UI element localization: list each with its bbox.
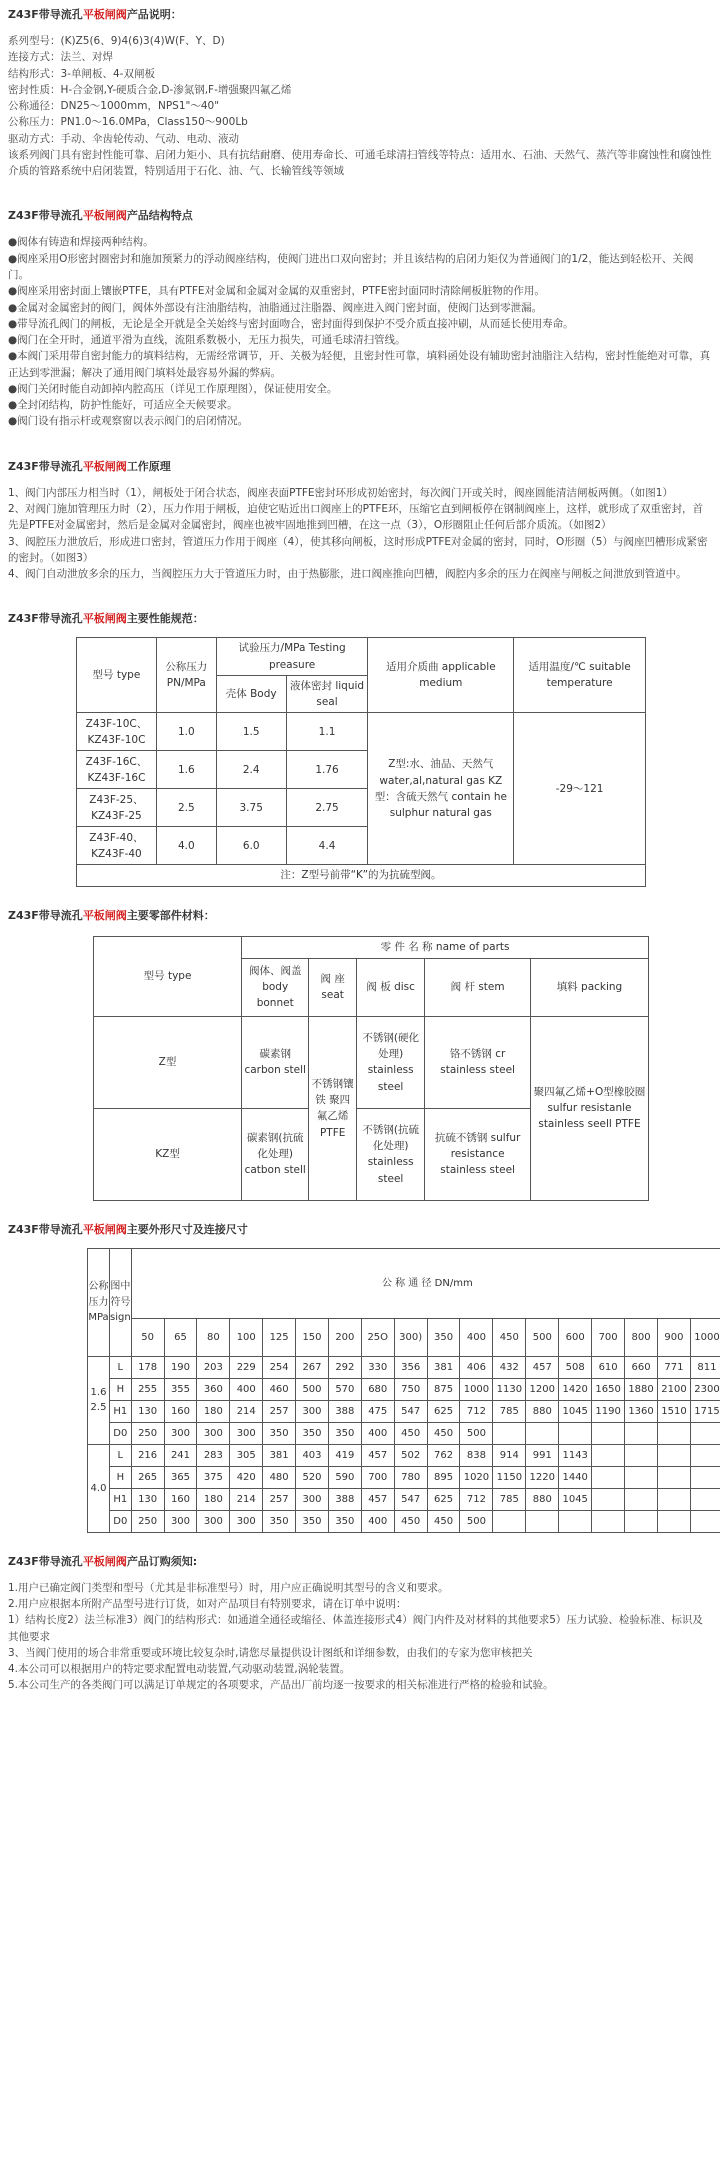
cell-dimension: 190 — [164, 1356, 197, 1378]
cell-body: 1.5 — [216, 713, 286, 751]
header-temperature: 适用温度/℃ suitable temperature — [514, 638, 646, 713]
cell-dimension: 1360 — [625, 1400, 658, 1422]
description-line: 连接方式：法兰、对焊 — [8, 51, 113, 64]
cell-dimension: 785 — [493, 1400, 526, 1422]
ordering-note: 2.用户应根据本所附产品型号进行订货，如对产品项目有特别要求，请在订单中说明： — [8, 1598, 407, 1611]
cell-dimension: 1510 — [658, 1400, 691, 1422]
header-dn: 公 称 通 径 DN/mm — [131, 1248, 720, 1318]
cell-sign: L — [109, 1444, 131, 1466]
cell-dimension: 300 — [164, 1510, 197, 1532]
cell-dimension: 1420 — [559, 1378, 592, 1400]
cell-dimension: 547 — [394, 1400, 427, 1422]
performance-table — [76, 637, 646, 886]
feature-item: ●带导流孔阀门的闸板，无论是全开就是全关始终与密封面吻合，密封面得到保护不受介质直接冲刷，从而延长使用寿命。 — [8, 317, 574, 330]
cell-model: Z43F-16C、KZ43F-16C — [77, 751, 157, 789]
feature-item: ●阀体有铸造和焊接两种结构。 — [8, 236, 154, 249]
cell-dimension: 403 — [296, 1444, 329, 1466]
cell-dimension: 180 — [197, 1488, 230, 1510]
header-nominal-pressure: 公称压力MPa — [88, 1248, 110, 1356]
cell-dimension: 360 — [197, 1378, 230, 1400]
cell-dimension: 355 — [164, 1378, 197, 1400]
cell-model: Z43F-40、KZ43F-40 — [77, 827, 157, 865]
section-title-working-principle — [8, 458, 712, 475]
cell-dimension: 350 — [296, 1510, 329, 1532]
cell-dimension: 880 — [526, 1488, 559, 1510]
section-title-structure-features — [8, 207, 712, 224]
cell-dimension: 130 — [131, 1400, 164, 1422]
cell-dimension: 365 — [164, 1466, 197, 1488]
title-highlight: 平板闸阀 — [82, 459, 127, 473]
cell-seal: 1.1 — [286, 713, 368, 751]
cell-dimension: 1045 — [559, 1400, 592, 1422]
cell-dimension — [658, 1444, 691, 1466]
cell-pn: 1.6 — [156, 751, 216, 789]
feature-item: ●阀门关闭时能自动卸掉内腔高压（详见工作原理图），保证使用安全。 — [8, 382, 338, 395]
cell-body: 2.4 — [216, 751, 286, 789]
cell-dimension — [625, 1488, 658, 1510]
dimension-row — [88, 1488, 720, 1510]
cell-dimension: 229 — [230, 1356, 263, 1378]
cell-dimension: 257 — [263, 1488, 296, 1510]
feature-item: ●阀座采用密封面上镶嵌PTFE，具有PTFE对金属和金属对金属的双重密封，PTFE密封面同时清除闸板脏物的作用。 — [8, 285, 545, 298]
cell-dimension — [625, 1466, 658, 1488]
title-highlight: 平板闸阀 — [82, 1554, 127, 1568]
title-highlight: 平板闸阀 — [82, 612, 127, 626]
header-disc: 阀 板 disc — [356, 958, 424, 1016]
cell-dimension: 300 — [230, 1422, 263, 1444]
cell-seal: 2.75 — [286, 789, 368, 827]
cell-dimension: 214 — [230, 1400, 263, 1422]
cell-dimension: 305 — [230, 1444, 263, 1466]
header-sign: 图中符号sign — [109, 1248, 131, 1356]
title-highlight: 平板闸阀 — [82, 209, 127, 223]
title-pre: Z43F带导流孔 — [8, 1222, 83, 1236]
section-title-materials — [8, 907, 712, 924]
cell-dimension: 475 — [361, 1400, 394, 1422]
cell-dimension: 875 — [427, 1378, 460, 1400]
cell-dimension: 400 — [361, 1510, 394, 1532]
cell-model: Z43F-10C、KZ43F-10C — [77, 713, 157, 751]
cell-dimension: 300 — [197, 1510, 230, 1532]
cell-dimension: 895 — [427, 1466, 460, 1488]
title-post: 工作原理 — [126, 459, 171, 473]
cell-dimension: 1045 — [559, 1488, 592, 1510]
cell-dimension: 350 — [263, 1510, 296, 1532]
header-type: 型号 type — [94, 936, 242, 1016]
cell-dimension: 130 — [131, 1488, 164, 1510]
cell-dimension: 350 — [328, 1510, 361, 1532]
dn-value: 300) — [394, 1318, 427, 1356]
title-highlight: 平板闸阀 — [82, 8, 127, 21]
cell-dimension: 700 — [361, 1466, 394, 1488]
cell-dimension: 1020 — [460, 1466, 493, 1488]
cell-body: 6.0 — [216, 827, 286, 865]
title-pre: Z43F带导流孔 — [8, 209, 83, 223]
ordering-note: 3、当阀门使用的场合非常重要或环境比较复杂时,请您尽量提供设计图纸和详细参数，由我们的专家为您审核把关 — [8, 1646, 533, 1659]
cell-body: 碳素钢(抗硫化处理) catbon stell — [242, 1108, 309, 1200]
cell-seal: 4.4 — [286, 827, 368, 865]
cell-dimension: 590 — [328, 1466, 361, 1488]
title-post: 产品结构特点 — [126, 209, 193, 223]
dn-value: 50 — [131, 1318, 164, 1356]
cell-dimension: 480 — [263, 1466, 296, 1488]
cell-dimension: 388 — [328, 1488, 361, 1510]
cell-dimension — [592, 1488, 625, 1510]
cell-dimension: 450 — [427, 1422, 460, 1444]
cell-dimension: 300 — [230, 1510, 263, 1532]
cell-dimension: 811 — [690, 1356, 720, 1378]
description-line: 系列型号：(K)Z5(6、9)4(6)3(4)W(F、Y、D) — [8, 35, 225, 48]
dimension-row — [88, 1378, 720, 1400]
cell-dimension — [559, 1510, 592, 1532]
cell-stem: 抗硫不锈钢 sulfur resistance stainless steel — [425, 1108, 531, 1200]
cell-dimension: 547 — [394, 1488, 427, 1510]
cell-dimension: 180 — [197, 1400, 230, 1422]
feature-item: ●本阀门采用带自密封能力的填料结构，无需经常调节，开、关极为轻便，且密封性可靠，填料函处设有辅助密封油脂注入结构，密封性能绝对可靠，真正达到零泄漏；解决了通用阀门填料处最容易外漏的弊病。 — [8, 350, 711, 379]
title-pre: Z43F带导流孔 — [8, 612, 83, 626]
cell-dimension: 1143 — [559, 1444, 592, 1466]
feature-item: ●阀门设有指示杆或观察窗以表示阀门的启闭情况。 — [8, 415, 249, 428]
dn-value: 500 — [526, 1318, 559, 1356]
cell-sign: H1 — [109, 1400, 131, 1422]
cell-dimension: 880 — [526, 1400, 559, 1422]
title-pre: Z43F带导流孔 — [8, 908, 83, 922]
cell-dimension — [493, 1510, 526, 1532]
cell-dimension: 2100 — [658, 1378, 691, 1400]
dn-value: 600 — [559, 1318, 592, 1356]
dn-value: 1000 — [690, 1318, 720, 1356]
cell-pn: 2.5 — [156, 789, 216, 827]
cell-dimension: 388 — [328, 1400, 361, 1422]
cell-dimension: 350 — [296, 1422, 329, 1444]
cell-dimension: 570 — [328, 1378, 361, 1400]
cell-dimension: 991 — [526, 1444, 559, 1466]
cell-dimension: 160 — [164, 1400, 197, 1422]
cell-dimension: 450 — [394, 1510, 427, 1532]
cell-dimension — [625, 1422, 658, 1444]
dn-value: 65 — [164, 1318, 197, 1356]
cell-body: 碳素钢 carbon stell — [242, 1016, 309, 1108]
cell-dimension: 625 — [427, 1488, 460, 1510]
description-line: 公称压力：PN1.0～16.0MPa，Class150～900Lb — [8, 116, 248, 129]
cell-dimension: 283 — [197, 1444, 230, 1466]
cell-packing: 聚四氟乙烯+O型橡胶圈 sulfur resistanle stainless seell PTFE — [530, 1016, 648, 1200]
cell-dimension: 1650 — [592, 1378, 625, 1400]
cell-dimension: 241 — [164, 1444, 197, 1466]
cell-medium: Z型:水、油品、天然气 water,al,natural gas KZ型：含硫天然气 contain he sulphur natural gas — [368, 713, 514, 865]
cell-dimension: 1130 — [493, 1378, 526, 1400]
cell-dimension: 1150 — [493, 1466, 526, 1488]
ordering-note: 5.本公司生产的各类阀门可以满足订单规定的各项要求，产品出厂前均逐一按要求的相关标准进行严格的检验和试验。 — [8, 1679, 554, 1692]
cell-dimension — [690, 1510, 720, 1532]
dimension-row — [88, 1422, 720, 1444]
cell-dimension: 1440 — [559, 1466, 592, 1488]
cell-dimension: 1000 — [460, 1378, 493, 1400]
feature-item: ●全封闭结构，防护性能好，可适应全天候要求。 — [8, 399, 238, 412]
cell-dimension: 300 — [296, 1488, 329, 1510]
cell-dimension: 214 — [230, 1488, 263, 1510]
cell-dimension — [658, 1466, 691, 1488]
feature-item: ●阀门在全开时，通道平滑为直线，流阻系数极小，无压力损失，可通毛球清扫管线。 — [8, 334, 406, 347]
ordering-note: 1.用户已确定阀门类型和型号（尤其是非标准型号）时，用户应正确说明其型号的含义和要求。 — [8, 1581, 449, 1594]
cell-dimension: 178 — [131, 1356, 164, 1378]
cell-dimension: 381 — [427, 1356, 460, 1378]
cell-dimension: 350 — [263, 1422, 296, 1444]
cell-body: 3.75 — [216, 789, 286, 827]
cell-type: KZ型 — [94, 1108, 242, 1200]
title-pre: Z43F带导流孔 — [8, 459, 83, 473]
cell-dimension — [493, 1422, 526, 1444]
ordering-note: 4.本公司可以根据用户的特定要求配置电动装置,气动驱动装置,涡轮装置。 — [8, 1663, 351, 1676]
dn-value: 80 — [197, 1318, 230, 1356]
title-highlight: 平板闸阀 — [82, 1222, 127, 1236]
cell-dimension: 625 — [427, 1400, 460, 1422]
cell-dimension: 300 — [296, 1400, 329, 1422]
dn-value: 100 — [230, 1318, 263, 1356]
cell-dimension: 502 — [394, 1444, 427, 1466]
cell-dimension — [592, 1466, 625, 1488]
cell-dimension: 250 — [131, 1422, 164, 1444]
ordering-notes-list — [8, 1580, 712, 1694]
cell-dimension: 660 — [625, 1356, 658, 1378]
cell-dimension: 375 — [197, 1466, 230, 1488]
header-packing: 填料 packing — [530, 958, 648, 1016]
header-body-bonnet: 阀体、阀盖 body bonnet — [242, 958, 309, 1016]
cell-sign: L — [109, 1356, 131, 1378]
title-post: 主要性能规范： — [126, 612, 204, 626]
cell-disc: 不锈钢(抗硫化处理) stainless steel — [356, 1108, 424, 1200]
structure-features-list — [8, 234, 712, 429]
cell-dimension: 300 — [197, 1422, 230, 1444]
cell-temperature: -29～121 — [514, 713, 646, 865]
cell-sign: H1 — [109, 1488, 131, 1510]
cell-model: Z43F-25、KZ43F-25 — [77, 789, 157, 827]
cell-dimension: 610 — [592, 1356, 625, 1378]
feature-item: ●金属对金属密封的阀门，阀体外部设有注油脂结构，油脂通过注脂器、阀座进入阀门密封面，使阀门达到零泄漏。 — [8, 301, 543, 314]
principle-step: 1、阀门内部压力相当时（1），闸板处于闭合状态，阀座表面PTFE密封环形成初始密封，每次阀门开或关时，阀座圆能清洁闸板两侧。（如图1） — [8, 486, 673, 499]
feature-item: ●阀座采用O形密封圈密封和施加预紧力的浮动阀座结构，使阀门进出口双向密封；并且该结构的启闭力矩仅为普通阀门的1/2，能达到轻松开、关阀门。 — [8, 252, 694, 282]
cell-dimension: 508 — [559, 1356, 592, 1378]
cell-dimension: 2300 — [690, 1378, 720, 1400]
cell-dimension — [690, 1488, 720, 1510]
cell-type: Z型 — [94, 1016, 242, 1108]
dn-value: 450 — [493, 1318, 526, 1356]
dn-value: 350 — [427, 1318, 460, 1356]
cell-dimension — [592, 1444, 625, 1466]
description-line: 该系列阀门具有密封性能可靠、启闭力矩小、具有抗结耐磨、使用寿命长、可通毛球清扫管线等特点：适用水、石油、天然气、蒸汽等非腐蚀性和腐蚀性介质的管路系统中启闭装置，特别适用于石化、油、气、长输管线等领域 — [8, 148, 712, 178]
title-post: 主要零部件材料： — [126, 908, 215, 922]
cell-dimension: 750 — [394, 1378, 427, 1400]
cell-dimension: 419 — [328, 1444, 361, 1466]
principle-step: 3、阀腔压力泄放后，形成进口密封，管道压力作用于阀座（4），使其移向闸板，这时形成PTFE对金属的密封，同时，O形圈（5）与阀座凹槽形成紧密的密封。（如图3） — [8, 535, 708, 564]
header-stem: 阀 杆 stem — [425, 958, 531, 1016]
title-post: 主要外形尺寸及连接尺寸 — [126, 1222, 248, 1236]
cell-sign: H — [109, 1466, 131, 1488]
cell-dimension — [690, 1466, 720, 1488]
header-liquid-seal: 液体密封 liquid seal — [286, 675, 368, 713]
cell-dimension: 432 — [493, 1356, 526, 1378]
header-parts: 零 件 名 称 name of parts — [242, 936, 649, 958]
cell-disc: 不锈钢(硬化处理) stainless steel — [356, 1016, 424, 1108]
section-title-ordering — [8, 1553, 712, 1570]
cell-dimension: 420 — [230, 1466, 263, 1488]
cell-dimension — [658, 1488, 691, 1510]
ordering-note: 1）结构长度2）法兰标准3）阀门的结构形式：如通道全通径或缩径、体盖连接形式4）阀门内件及对材料的其他要求5）压力试验、检验标准、标识及其他要求 — [8, 1614, 703, 1643]
cell-dimension: 160 — [164, 1488, 197, 1510]
cell-dimension: 255 — [131, 1378, 164, 1400]
title-post: 产品说明： — [126, 8, 182, 21]
cell-pressure: 1.6 2.5 — [88, 1356, 110, 1444]
cell-dimension — [690, 1444, 720, 1466]
cell-dimension — [526, 1510, 559, 1532]
cell-dimension: 350 — [328, 1422, 361, 1444]
title-post: 产品订购须知: — [126, 1554, 198, 1568]
principle-step: 4、阀门自动泄放多余的压力，当阀腔压力大于管道压力时，由于热膨胀，进口阀座推向凹槽，阀腔内多余的压力在阀座与闸板之间泄放到管道中。 — [8, 568, 687, 581]
cell-dimension — [592, 1510, 625, 1532]
header-model: 型号 type — [77, 638, 157, 713]
dimension-row — [88, 1400, 720, 1422]
cell-dimension: 450 — [427, 1510, 460, 1532]
product-description-list — [8, 33, 712, 179]
description-line: 公称通径：DN25～1000mm，NPS1"～40" — [8, 100, 220, 113]
cell-dimension: 1715 — [690, 1400, 720, 1422]
dn-value: 700 — [592, 1318, 625, 1356]
cell-sign: D0 — [109, 1510, 131, 1532]
cell-dimension: 267 — [296, 1356, 329, 1378]
cell-dimension: 265 — [131, 1466, 164, 1488]
cell-dimension: 780 — [394, 1466, 427, 1488]
cell-dimension: 457 — [361, 1444, 394, 1466]
cell-dimension: 914 — [493, 1444, 526, 1466]
cell-dimension: 520 — [296, 1466, 329, 1488]
dn-value: 125 — [263, 1318, 296, 1356]
cell-dimension: 762 — [427, 1444, 460, 1466]
cell-seat: 不锈钢镶铁 聚四氟乙烯PTFE — [309, 1016, 357, 1200]
table-note: 注：Z型号前带“K”的为抗硫型阀。 — [77, 865, 646, 886]
cell-dimension: 400 — [230, 1378, 263, 1400]
cell-dimension: 457 — [526, 1356, 559, 1378]
cell-dimension: 406 — [460, 1356, 493, 1378]
description-line: 驱动方式：手动、伞齿轮传动、气动、电动、液动 — [8, 132, 239, 145]
dimension-row — [88, 1466, 720, 1488]
cell-dimension: 254 — [263, 1356, 296, 1378]
title-pre: Z43F带导流孔 — [8, 1554, 83, 1568]
cell-pressure: 4.0 — [88, 1444, 110, 1532]
cell-dimension: 203 — [197, 1356, 230, 1378]
principle-step: 2、对阀门施加管理压力时（2），压力作用于闸板，迫使它贴近出口阀座上的PTFE环，压缩它直到闸板停在钢制阀座上，这样，就形成了双重密封，首先是PTFE对金属密封，然后是金属对金属密封，阀座也被牢固地推到凹槽，在这一点（3），O形圈阻止任何后部介质流。（如图2） — [8, 502, 704, 532]
dn-value: 800 — [625, 1318, 658, 1356]
cell-pn: 4.0 — [156, 827, 216, 865]
cell-dimension — [592, 1422, 625, 1444]
cell-dimension: 712 — [460, 1400, 493, 1422]
description-line: 密封性质：H-合金钢,Y-硬质合金,D-渗氮钢,F-增强聚四氟乙烯 — [8, 83, 292, 96]
cell-dimension — [690, 1422, 720, 1444]
cell-dimension: 712 — [460, 1488, 493, 1510]
cell-dimension: 1880 — [625, 1378, 658, 1400]
section-title-performance-spec — [8, 610, 712, 627]
dn-value: 400 — [460, 1318, 493, 1356]
cell-dimension: 771 — [658, 1356, 691, 1378]
cell-dimension — [658, 1422, 691, 1444]
cell-dimension: 838 — [460, 1444, 493, 1466]
cell-dimension — [625, 1510, 658, 1532]
cell-dimension: 500 — [460, 1422, 493, 1444]
header-test-pressure: 试验压力/MPa Testing preasure — [216, 638, 368, 676]
cell-dimension: 356 — [394, 1356, 427, 1378]
cell-dimension: 292 — [328, 1356, 361, 1378]
cell-dimension: 1190 — [592, 1400, 625, 1422]
cell-dimension: 500 — [460, 1510, 493, 1532]
materials-table — [93, 936, 649, 1201]
dimension-row — [88, 1356, 720, 1378]
dimension-row — [88, 1510, 720, 1532]
title-highlight: 平板闸阀 — [82, 908, 127, 922]
cell-sign: D0 — [109, 1422, 131, 1444]
title-pre: Z43F带导流孔 — [8, 8, 83, 21]
section-title-dimensions — [8, 1221, 712, 1238]
header-medium: 适用介质曲 applicable medium — [368, 638, 514, 713]
cell-dimension — [658, 1510, 691, 1532]
cell-dimension: 400 — [361, 1422, 394, 1444]
cell-dimension: 216 — [131, 1444, 164, 1466]
dn-value: 150 — [296, 1318, 329, 1356]
cell-dimension: 500 — [296, 1378, 329, 1400]
cell-dimension: 330 — [361, 1356, 394, 1378]
cell-dimension — [559, 1422, 592, 1444]
cell-seal: 1.76 — [286, 751, 368, 789]
cell-dimension: 457 — [361, 1488, 394, 1510]
cell-dimension: 460 — [263, 1378, 296, 1400]
dimension-row — [88, 1444, 720, 1466]
cell-sign: H — [109, 1378, 131, 1400]
cell-dimension: 257 — [263, 1400, 296, 1422]
cell-pn: 1.0 — [156, 713, 216, 751]
cell-dimension — [625, 1444, 658, 1466]
working-principle-list — [8, 485, 712, 583]
cell-dimension: 300 — [164, 1422, 197, 1444]
header-nominal-pressure: 公称压力PN/MPa — [156, 638, 216, 713]
cell-dimension: 1220 — [526, 1466, 559, 1488]
header-seat: 阀 座 seat — [309, 958, 357, 1016]
section-title-product-description — [8, 6, 712, 23]
dn-value: 25O — [361, 1318, 394, 1356]
header-body: 壳体 Body — [216, 675, 286, 713]
cell-dimension: 381 — [263, 1444, 296, 1466]
cell-dimension: 785 — [493, 1488, 526, 1510]
cell-dimension: 1200 — [526, 1378, 559, 1400]
cell-dimension: 450 — [394, 1422, 427, 1444]
cell-dimension — [526, 1422, 559, 1444]
dn-value: 200 — [328, 1318, 361, 1356]
cell-stem: 铬不锈钢 cr stainless steel — [425, 1016, 531, 1108]
dn-value: 900 — [658, 1318, 691, 1356]
cell-dimension: 680 — [361, 1378, 394, 1400]
description-line: 结构形式：3-单闸板、4-双闸板 — [8, 67, 155, 80]
cell-dimension: 250 — [131, 1510, 164, 1532]
dimensions-table — [87, 1248, 720, 1533]
